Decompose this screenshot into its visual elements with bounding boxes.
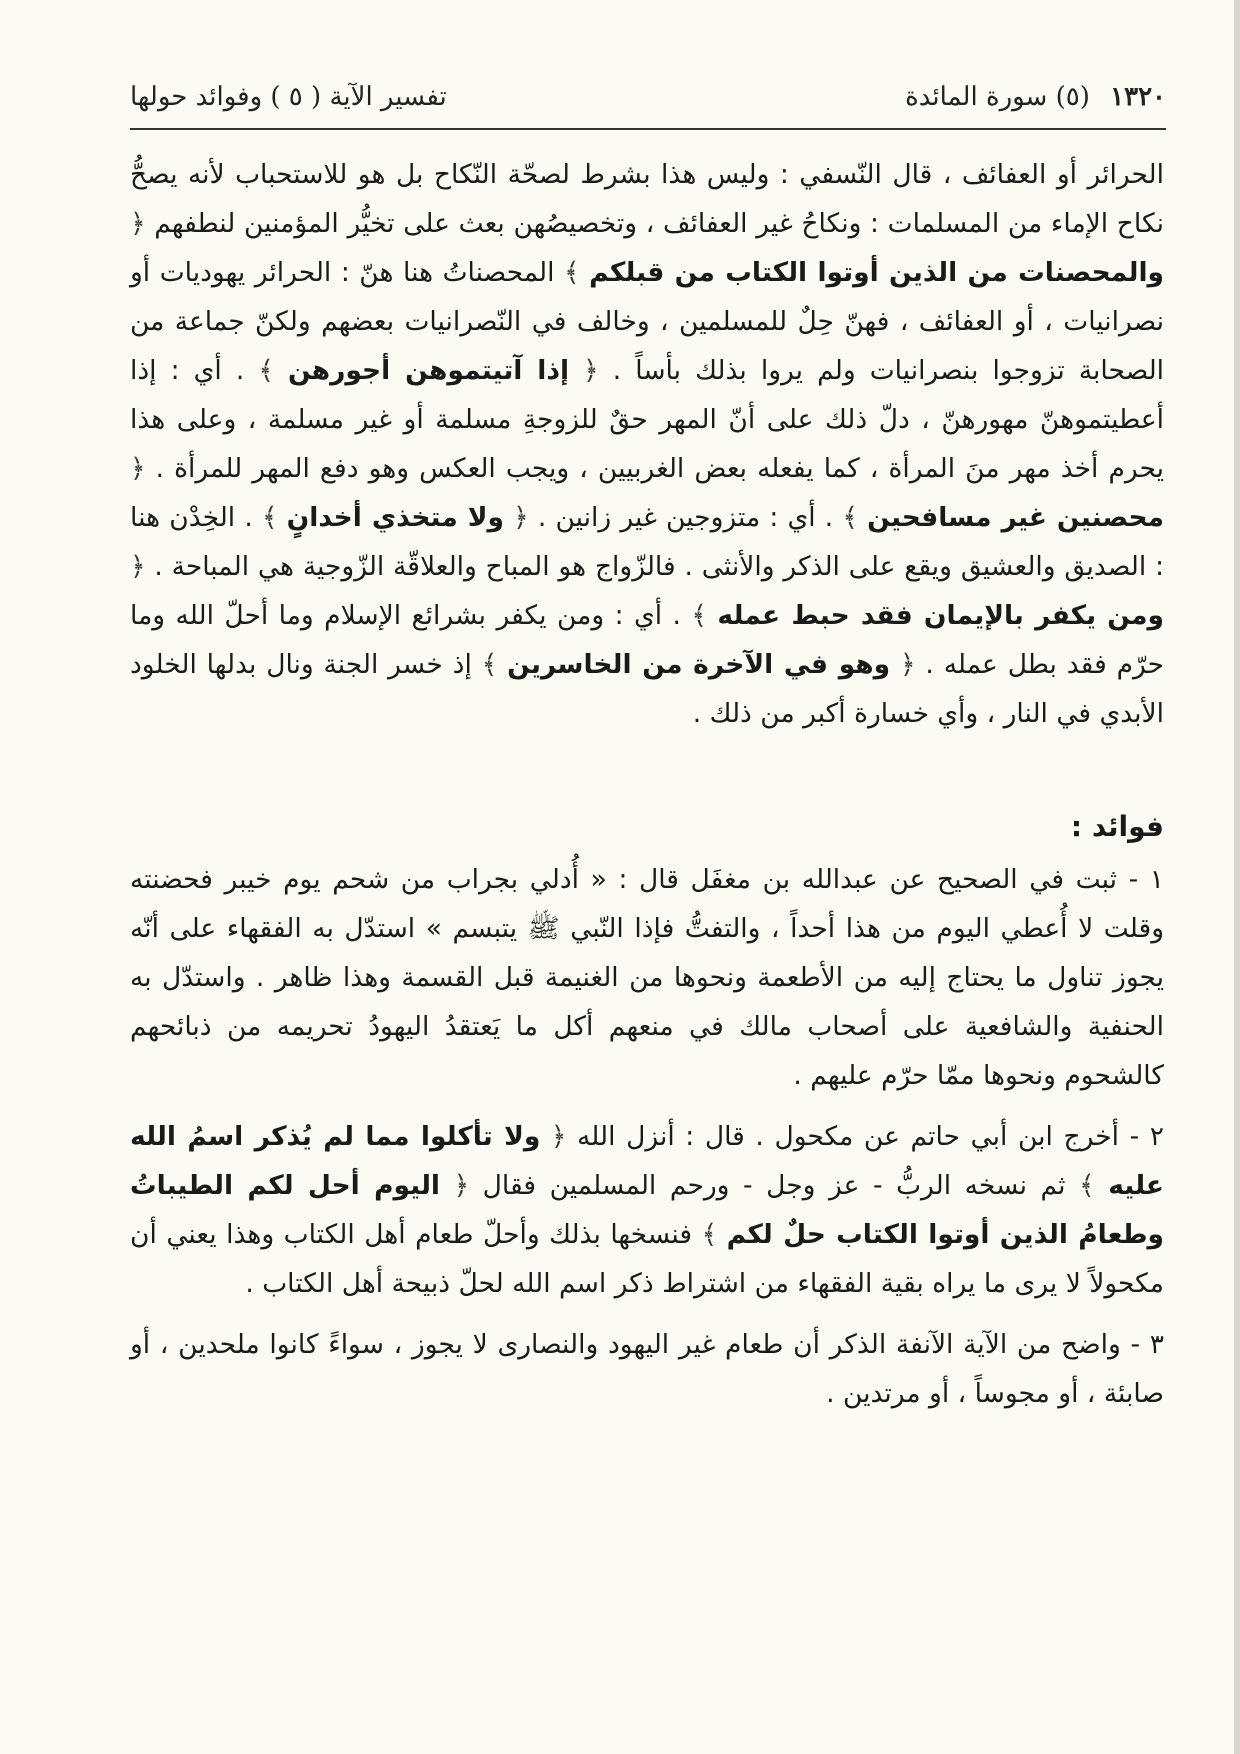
ornate-bracket-close: ﴾ bbox=[842, 502, 868, 533]
ornate-bracket-close: ﴾ bbox=[701, 1219, 727, 1250]
ornate-bracket-open: ﴿ bbox=[130, 453, 146, 484]
fawaid-heading: فوائد : bbox=[1070, 810, 1164, 843]
text-run: . الخِدْن هنا : الصديق والعشيق ويقع على الذكر والأنثى . فالزّواج هو المباح والعلاقّة الزّوجية هي المباحة . bbox=[130, 502, 1164, 582]
quran-quote bbox=[482, 649, 916, 680]
ornate-bracket-close: ﴾ bbox=[1079, 1170, 1109, 1201]
page-number: ١٣٢٠ bbox=[1110, 82, 1166, 112]
ornate-bracket-open: ﴿ bbox=[130, 551, 146, 582]
ornate-bracket-close: ﴾ bbox=[564, 257, 590, 288]
text-run: . أي : إذا أعطيتموهنّ مهورهنّ ، دلّ ذلك على أنّ المهر حقٌ للزوجةِ مسلمة أو غير مسلمة ، وعلى هذا يحرم أخذ مهر منَ المرأة ، كما يفعله بعض الغربيين ، ويجب العكس وهو دفع المهر للمرأة . bbox=[130, 355, 1164, 484]
page-content bbox=[130, 150, 1164, 1430]
running-title: تفسير الآية ( ٥ ) وفوائد حولها bbox=[130, 82, 447, 112]
quran-quote bbox=[258, 355, 598, 386]
ornate-bracket-open: ﴿ bbox=[440, 1170, 470, 1201]
text-run: إذ خسر الجنة ونال بدلها الخلود الأبدي في النار ، وأي خسارة أكبر من ذلك . bbox=[130, 649, 1164, 729]
ornate-bracket-close: ﴾ bbox=[691, 600, 718, 631]
ornate-bracket-close: ﴾ bbox=[261, 502, 287, 533]
text-run: . أي : ومن يكفر بشرائع الإسلام وما أحلّ الله وما حرّم فقد بطل عمله . bbox=[130, 600, 1165, 680]
ornate-bracket-open: ﴿ bbox=[130, 208, 146, 239]
quran-text: إذا آتيتموهن أجورهن bbox=[287, 355, 570, 386]
ornate-bracket-close: ﴾ bbox=[481, 649, 508, 680]
commentary-paragraph bbox=[130, 150, 1164, 738]
text-run: فنسخها بذلك وأحلّ طعام أهل الكتاب وهذا يعني أن مكحولاً لا يرى ما يراه بقية الفقهاء من اشتراط ذكر اسم الله لحلّ ذبيحة أهل الكتاب . bbox=[130, 1219, 1164, 1299]
quran-quote bbox=[262, 502, 529, 533]
text-run: . أي : متزوجين غير زانين . bbox=[528, 502, 843, 533]
ornate-bracket-open: ﴿ bbox=[890, 649, 916, 680]
ornate-bracket-close: ﴾ bbox=[258, 355, 288, 386]
text-run: ٢ - أخرج ابن أبي حاتم عن مكحول . قال : أنزل الله bbox=[566, 1121, 1164, 1152]
ornate-bracket-open: ﴿ bbox=[569, 355, 599, 386]
quran-text: والمحصنات من الذين أوتوا الكتاب من قبلكم bbox=[589, 257, 1165, 288]
quran-text: وهو في الآخرة من الخاسرين bbox=[507, 649, 891, 680]
text-run: الحرائر أو العفائف ، قال النّسفي : وليس هذا بشرط لصحّة النّكاح بل هو للاستحباب لأنه يصحُّ نكاح الإماء من المسلمات : ونكاحُ غير العفائف ، وتخصيصُهن بعث على تخيُّر المؤمنين لنطفهم bbox=[130, 159, 1164, 239]
benefit-item-2 bbox=[130, 1112, 1164, 1308]
ornate-bracket-open: ﴿ bbox=[503, 502, 529, 533]
quran-text: محصنين غير مسافحين bbox=[867, 502, 1165, 533]
text-run: ٣ - واضح من الآية الآنفة الذكر أن طعام غير اليهود والنصارى لا يجوز ، سواءً كانوا ملحدين ، أو صابئة ، أو مجوساً ، أو مرتدين . bbox=[130, 1329, 1164, 1409]
header-right bbox=[905, 82, 1166, 112]
text-run: المحصناتُ هنا هنّ : الحرائر يهوديات أو نصرانيات ، أو العفائف ، فهنّ حِلٌ للمسلمين ، وخالف في النّصرانيات بعضهم ولكنّ جماعة من الصحابة تزوجوا بنصرانيات ولم يروا بذلك بأساً . bbox=[130, 257, 1165, 386]
text-run: ثم نسخه الربُّ - عز وجل - ورحم المسلمين فقال bbox=[469, 1170, 1080, 1201]
benefit-item-3 bbox=[130, 1320, 1164, 1418]
quran-text: ولا تأكلوا مما لم يُذكر اسمُ الله عليه bbox=[130, 1121, 1164, 1201]
quran-text: ولا متخذي أخدانٍ bbox=[286, 502, 504, 533]
quran-text: ومن يكفر بالإيمان فقد حبط عمله bbox=[717, 600, 1164, 631]
running-header bbox=[130, 78, 1166, 130]
quran-text: اليوم أحل لكم الطيباتُ وطعامُ الذين أوتوا الكتاب حلٌ لكم bbox=[130, 1170, 1165, 1250]
surah-name: (٥) سورة المائدة bbox=[905, 82, 1090, 112]
benefit-item-1 bbox=[130, 855, 1164, 1100]
ornate-bracket-open: ﴿ bbox=[540, 1121, 567, 1152]
text-run: ١ - ثبت في الصحيح عن عبدالله بن مغفَل قال : « أُدلي بجراب من شحم يوم خيبر فحضنته وقلت لا أُعطي اليوم من هذا أحداً ، والتفتُّ فإذا النّبي ﷺ يتبسم » استدّل به الفقهاء على أنّه يجوز تناول ما يحتاج إليه من الأطعمة ونحوها من الغنيمة قبل القسمة وهذا ظاهر . واستدّل به الحنفية والشافعية على أصحاب مالك في منعهم أكل ما يَعتقدُ اليهودُ تحريمه من ذبائحهم كالشحوم ونحوها ممّا حرّم عليهم . bbox=[130, 864, 1164, 1091]
